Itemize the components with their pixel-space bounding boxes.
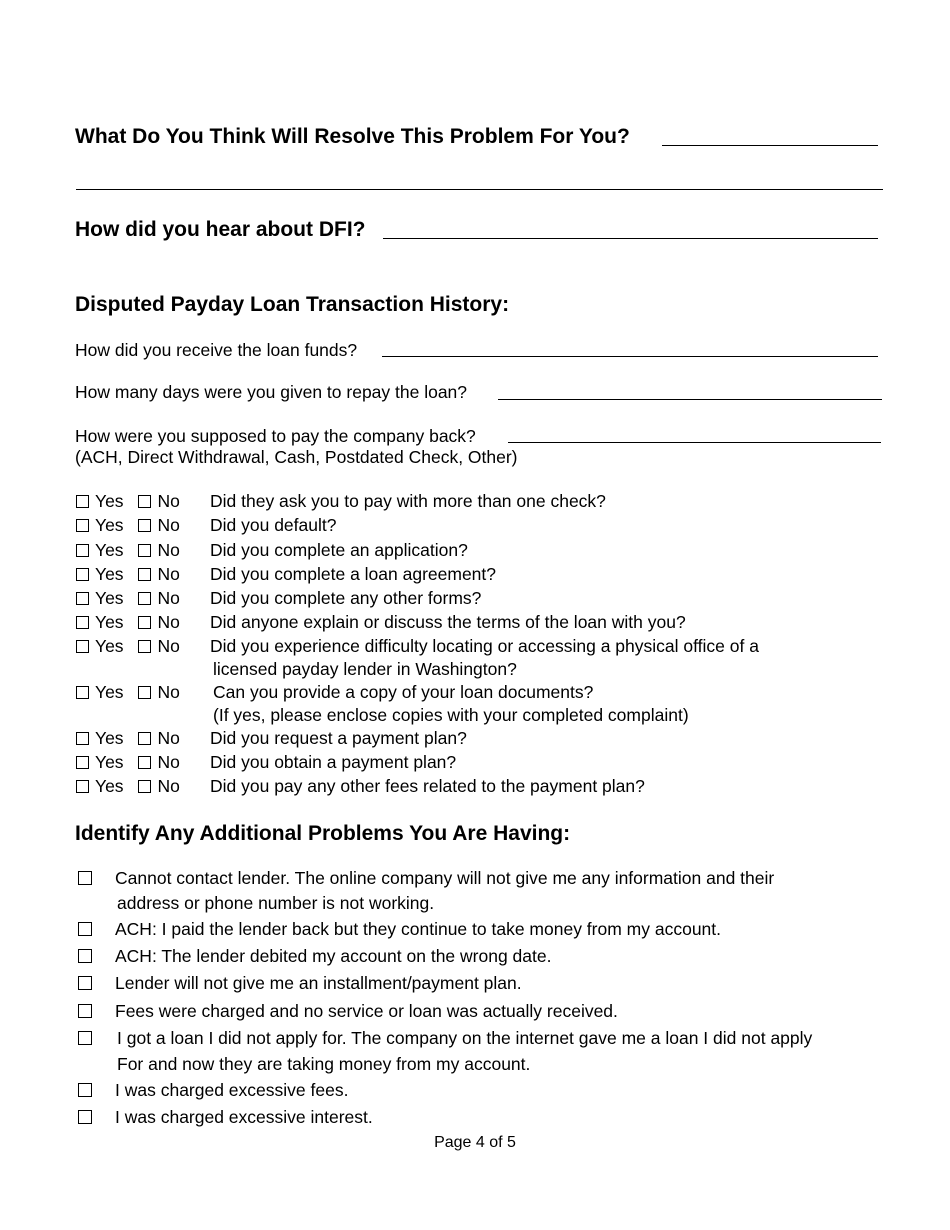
hear-answer-field[interactable]	[383, 238, 878, 239]
checkbox-icon	[76, 616, 89, 629]
yesno-question-text: Did you experience difficulty locating or accessing a physical office of a	[210, 636, 759, 656]
checkbox-icon	[76, 495, 89, 508]
problem-checkbox[interactable]	[78, 871, 92, 885]
problem-text: I was charged excessive interest.	[115, 1107, 373, 1127]
checkbox-icon	[76, 519, 89, 532]
yesno-question-text-cont: (If yes, please enclose copies with your completed complaint)	[213, 705, 689, 725]
yesno-question-text: Did you complete an application?	[210, 540, 468, 560]
checkbox-icon	[76, 544, 89, 557]
days-question-label: How many days were you given to repay the loan?	[75, 382, 468, 402]
yesno-row	[76, 540, 180, 561]
yes-checkbox[interactable]: Yes	[76, 612, 124, 633]
yesno-row	[76, 564, 180, 585]
problem-text: I got a loan I did not apply for. The company on the internet gave me a loan I did not apply	[117, 1028, 813, 1048]
problem-checkbox[interactable]	[78, 1110, 92, 1124]
yesno-question-text: Did you complete any other forms?	[210, 588, 482, 608]
checkbox-icon	[76, 780, 89, 793]
no-checkbox[interactable]: No	[138, 588, 179, 609]
checkbox-icon	[76, 756, 89, 769]
checkbox-icon	[138, 756, 151, 769]
no-checkbox[interactable]: No	[138, 491, 179, 512]
yesno-question-text-cont: licensed payday lender in Washington?	[213, 659, 517, 679]
yesno-question-text: Did anyone explain or discuss the terms of the loan with you?	[210, 612, 686, 632]
yesno-row	[76, 752, 180, 773]
yesno-row	[76, 588, 180, 609]
yes-checkbox[interactable]: Yes	[76, 564, 124, 585]
checkbox-icon	[138, 544, 151, 557]
checkbox-icon	[138, 640, 151, 653]
problem-text-cont: For and now they are taking money from my account.	[117, 1054, 531, 1074]
no-checkbox[interactable]: No	[138, 515, 179, 536]
problem-checkbox[interactable]	[78, 976, 92, 990]
receive-answer-field[interactable]	[382, 356, 878, 357]
yes-checkbox[interactable]: Yes	[76, 728, 124, 749]
no-checkbox[interactable]: No	[138, 612, 179, 633]
problem-text: I was charged excessive fees.	[115, 1080, 349, 1100]
no-checkbox[interactable]: No	[138, 776, 179, 797]
yesno-row	[76, 728, 180, 749]
problems-heading: Identify Any Additional Problems You Are Having:	[75, 822, 571, 845]
yesno-row	[76, 636, 180, 657]
checkbox-icon	[76, 686, 89, 699]
yes-checkbox[interactable]: Yes	[76, 776, 124, 797]
yesno-question-text: Did you request a payment plan?	[210, 728, 467, 748]
yesno-row	[76, 612, 180, 633]
yes-checkbox[interactable]: Yes	[76, 636, 124, 657]
hear-question-label: How did you hear about DFI?	[75, 218, 366, 241]
yes-checkbox[interactable]: Yes	[76, 752, 124, 773]
no-checkbox[interactable]: No	[138, 636, 179, 657]
yes-checkbox[interactable]: Yes	[76, 588, 124, 609]
pay-answer-field[interactable]	[508, 442, 881, 443]
history-heading: Disputed Payday Loan Transaction History:	[75, 293, 510, 316]
yesno-question-text: Did you complete a loan agreement?	[210, 564, 497, 584]
checkbox-icon	[138, 686, 151, 699]
yesno-row	[76, 515, 180, 536]
checkbox-icon	[76, 732, 89, 745]
checkbox-icon	[138, 519, 151, 532]
yesno-question-text: Did they ask you to pay with more than one check?	[210, 491, 606, 511]
no-checkbox[interactable]: No	[138, 564, 179, 585]
pay-question-label: How were you supposed to pay the company back?	[75, 426, 476, 446]
problem-text: ACH: The lender debited my account on the wrong date.	[115, 946, 552, 966]
no-checkbox[interactable]: No	[138, 540, 179, 561]
checkbox-icon	[138, 616, 151, 629]
checkbox-icon	[138, 495, 151, 508]
no-checkbox[interactable]: No	[138, 682, 179, 703]
yesno-question-text: Can you provide a copy of your loan documents?	[213, 682, 594, 702]
resolve-answer-field[interactable]	[662, 145, 878, 146]
checkbox-icon	[138, 592, 151, 605]
yesno-row	[76, 682, 180, 703]
yes-checkbox[interactable]: Yes	[76, 682, 124, 703]
resolve-answer-field-line2[interactable]	[76, 189, 883, 190]
problem-checkbox[interactable]	[78, 1004, 92, 1018]
resolve-question-label: What Do You Think Will Resolve This Problem For You?	[75, 125, 630, 148]
receive-question-label: How did you receive the loan funds?	[75, 340, 358, 360]
problem-text: Fees were charged and no service or loan was actually received.	[115, 1001, 618, 1021]
yesno-row	[76, 491, 180, 512]
problem-text: Cannot contact lender. The online company will not give me any information and their	[115, 868, 775, 888]
problem-text: ACH: I paid the lender back but they continue to take money from my account.	[115, 919, 722, 939]
yes-checkbox[interactable]: Yes	[76, 515, 124, 536]
problem-checkbox[interactable]	[78, 949, 92, 963]
problem-checkbox[interactable]	[78, 1031, 92, 1045]
yesno-question-text: Did you obtain a payment plan?	[210, 752, 457, 772]
checkbox-icon	[76, 568, 89, 581]
checkbox-icon	[76, 592, 89, 605]
checkbox-icon	[138, 780, 151, 793]
problem-text: Lender will not give me an installment/payment plan.	[115, 973, 522, 993]
checkbox-icon	[138, 568, 151, 581]
checkbox-icon	[76, 640, 89, 653]
yes-checkbox[interactable]: Yes	[76, 491, 124, 512]
yes-checkbox[interactable]: Yes	[76, 540, 124, 561]
problem-checkbox[interactable]	[78, 922, 92, 936]
problem-text-cont: address or phone number is not working.	[117, 893, 435, 913]
page-number: Page 4 of 5	[434, 1134, 516, 1151]
days-answer-field[interactable]	[498, 399, 882, 400]
yesno-row	[76, 776, 180, 797]
yesno-question-text: Did you default?	[210, 515, 337, 535]
checkbox-icon	[138, 732, 151, 745]
no-checkbox[interactable]: No	[138, 728, 179, 749]
pay-options-hint: (ACH, Direct Withdrawal, Cash, Postdated Check, Other)	[75, 447, 518, 467]
no-checkbox[interactable]: No	[138, 752, 179, 773]
yesno-question-text: Did you pay any other fees related to the payment plan?	[210, 776, 645, 796]
problem-checkbox[interactable]	[78, 1083, 92, 1097]
